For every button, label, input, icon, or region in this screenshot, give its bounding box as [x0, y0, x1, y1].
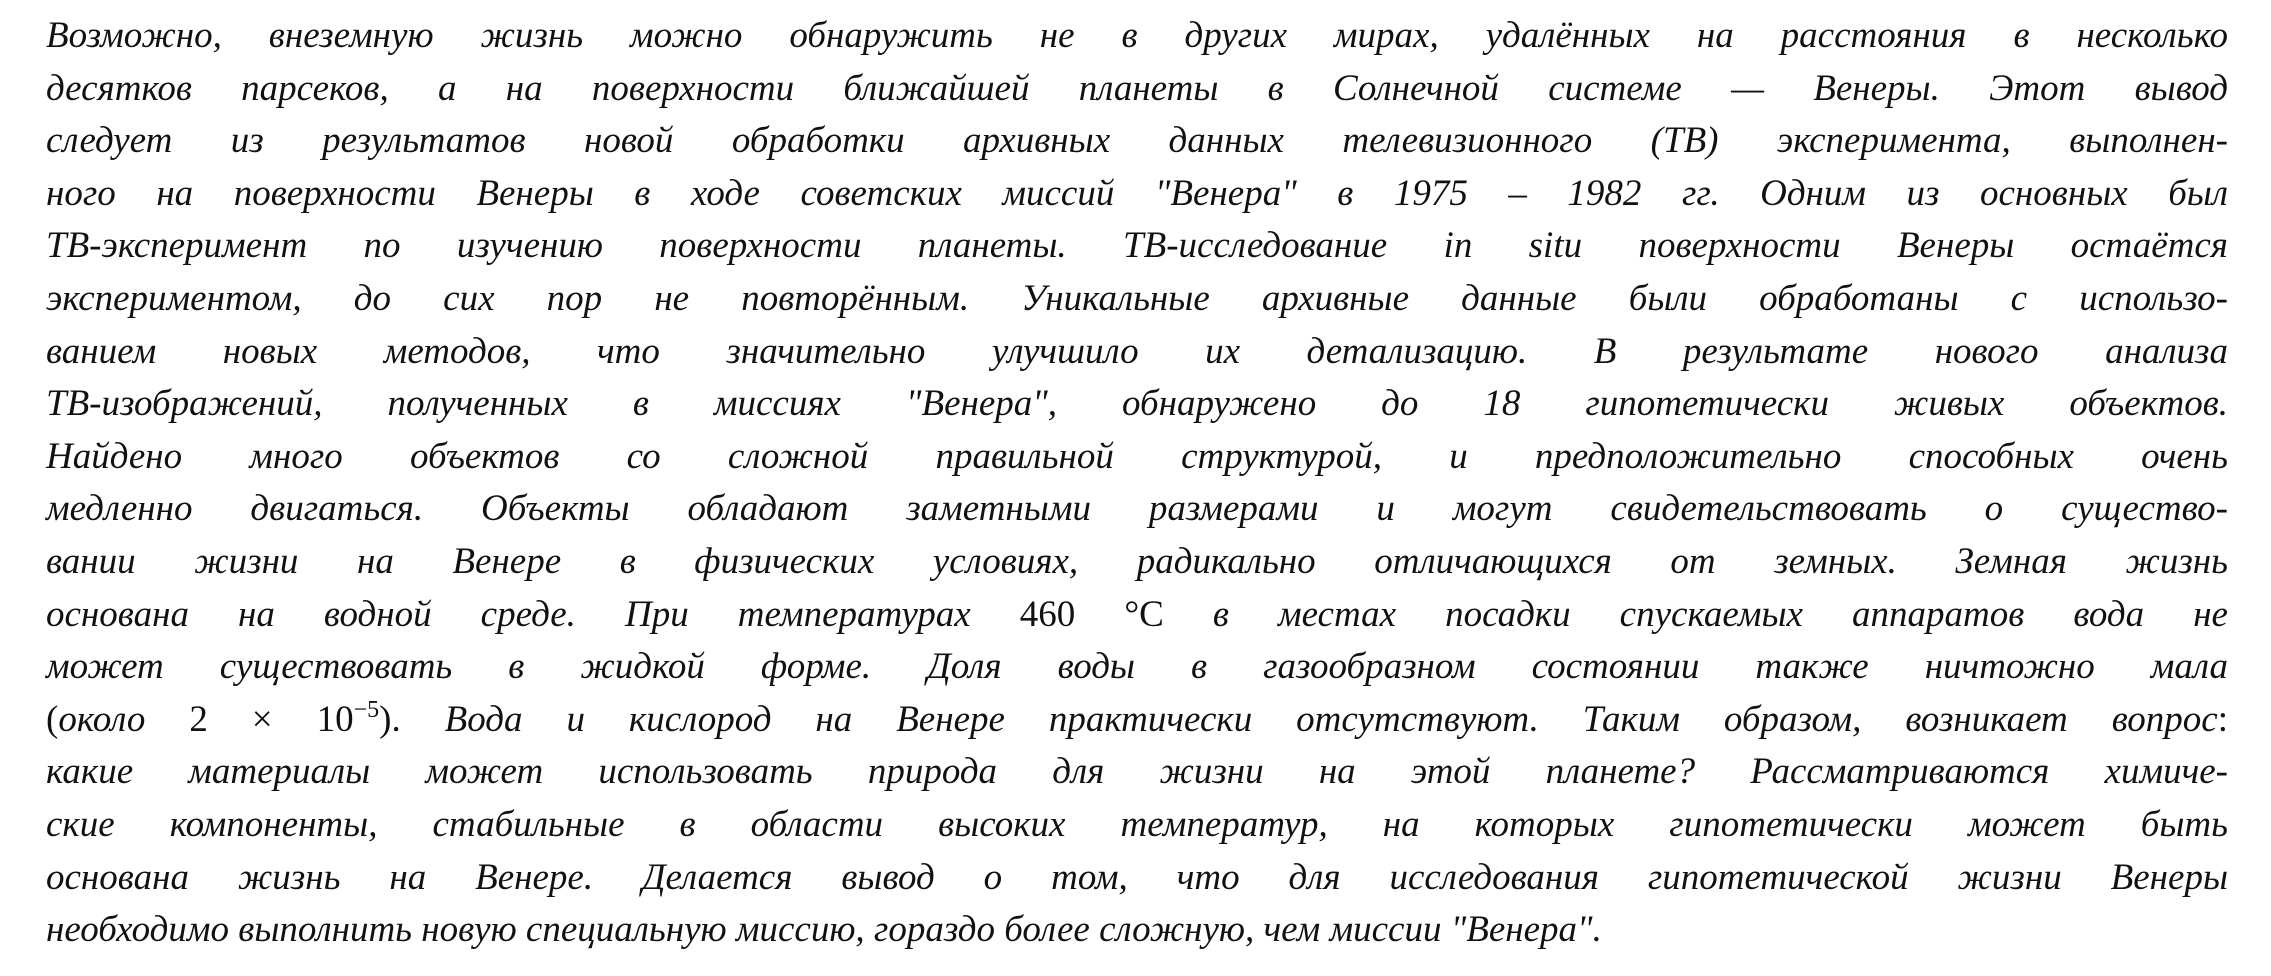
- abstract-line: ТВ-изображений, полученных в миссиях "Венера", обнаружено до 18 гипотетически живых объектов.: [46, 383, 2228, 425]
- water-fraction-mantissa: 2 × 10: [189, 698, 354, 740]
- abstract-line: ванием новых методов, что значительно улучшило их детализацию. В результате нового анализа: [46, 330, 2228, 372]
- abstract-line: ТВ-эксперимент по изучению поверхности планеты. ТВ-исследование in situ поверхности Венеры остаётся: [46, 225, 2228, 267]
- colon: :: [2217, 698, 2228, 740]
- abstract-line: какие материалы может использовать природа для жизни на этой планете? Рассматриваются химиче-: [46, 751, 2228, 793]
- open-paren: (: [46, 698, 59, 740]
- abstract-line: ские компоненты, стабильные в области высоких температур, на которых гипотетически может быть: [46, 803, 2228, 845]
- abstract-line: экспериментом, до сих пор не повторённым. Уникальные архивные данные были обработаны с использо-: [46, 277, 2228, 319]
- abstract-paragraph: [46, 10, 2228, 957]
- close-paren: ).: [379, 698, 401, 740]
- temperature-value: 460 °C: [1019, 593, 1164, 635]
- line-text: около: [58, 698, 190, 740]
- abstract-line: следует из результатов новой обработки архивных данных телевизионного (ТВ) эксперимента, выполнен-: [46, 120, 2228, 162]
- abstract-line: ного на поверхности Венеры в ходе советских миссий "Венера" в 1975 – 1982 гг. Одним из основных был: [46, 172, 2228, 214]
- abstract-line-final: необходимо выполнить новую специальную миссию, гораздо более сложную, чем миссии "Венера".: [46, 909, 1602, 951]
- abstract-line-temperature: [46, 589, 2228, 642]
- water-fraction-exponent: −5: [353, 696, 380, 723]
- abstract-line: вании жизни на Венере в физических условиях, радикально отличающихся от земных. Земная жизнь: [46, 540, 2228, 582]
- line-text: в местах посадки спускаемых аппаратов вода не: [1163, 593, 2228, 635]
- abstract-line: основана жизнь на Венере. Делается вывод о том, что для исследования гипотетической жизни Венеры: [46, 856, 2228, 898]
- abstract-line-water-fraction: [46, 694, 2228, 747]
- line-text: основана на водной среде. При температурах: [46, 593, 1020, 635]
- abstract-line: десятков парсеков, а на поверхности ближайшей планеты в Солнечной системе — Венеры. Этот вывод: [46, 67, 2228, 109]
- line-text: Вода и кислород на Венере практически отсутствуют. Таким образом, возникает вопрос: [400, 698, 2218, 740]
- abstract-line: медленно двигаться. Объекты обладают заметными размерами и могут свидетельствовать о существо-: [46, 488, 2228, 530]
- abstract-line: Найдено много объектов со сложной правильной структурой, и предположительно способных очень: [46, 435, 2228, 477]
- abstract-line: может существовать в жидкой форме. Доля воды в газообразном состоянии также ничтожно мала: [46, 646, 2228, 688]
- abstract-line: Возможно, внеземную жизнь можно обнаружить не в других мирах, удалённых на расстояния в несколько: [46, 15, 2228, 56]
